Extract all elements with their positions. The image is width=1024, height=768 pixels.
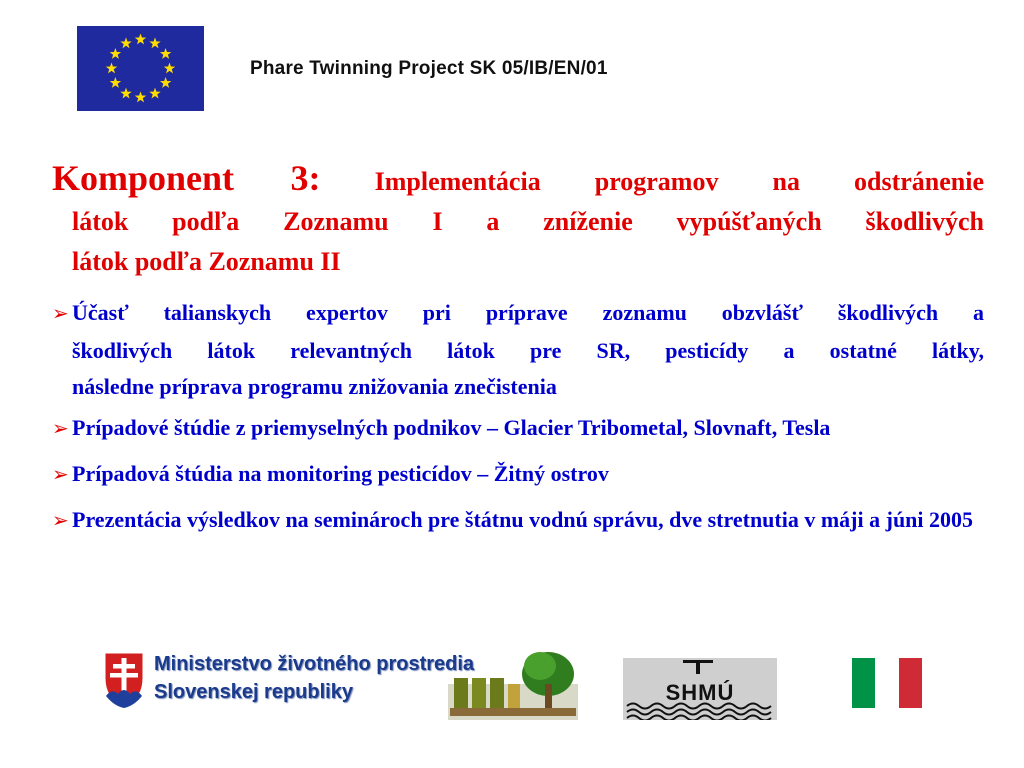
eu-star-icon <box>135 92 146 103</box>
italy-flag-white <box>875 658 898 708</box>
eu-star-icon <box>110 77 121 88</box>
italy-flag-green <box>852 658 875 708</box>
bullet-list <box>52 294 984 536</box>
eu-star-icon <box>149 88 160 99</box>
eu-star-icon <box>164 63 175 74</box>
arrow-bullet-icon: ➢ <box>52 508 69 532</box>
italy-flag-logo <box>852 658 922 708</box>
eu-star-icon <box>160 77 171 88</box>
eu-stars-icon <box>77 26 204 111</box>
ministry-logo <box>100 644 578 720</box>
arrow-bullet-icon: ➢ <box>52 462 69 486</box>
bullet-4-text: Prezentácia výsledkov na seminároch pre štátnu vodnú správu, dve stretnutia v máji a júni 2005 <box>72 507 974 532</box>
shmu-label: SHMÚ <box>665 680 735 705</box>
arrow-bullet-icon: ➢ <box>52 416 69 440</box>
project-title: Phare Twinning Project SK 05/IB/EN/01 <box>250 58 608 79</box>
bullet-item <box>52 412 984 444</box>
heading-line-1 <box>52 158 984 202</box>
bullet-2-text: Prípadové štúdie z priemyselných podnikov – Glacier Tribometal, Slovnaft, Tesla <box>72 415 831 440</box>
eu-star-icon <box>120 88 131 99</box>
ministry-name <box>154 650 474 706</box>
bullet-item <box>52 504 984 536</box>
heading-line-3: látok podľa Zoznamu II <box>72 247 341 276</box>
bullet-3-text: Prípadová štúdia na monitoring pesticídov – Žitný ostrov <box>72 461 609 486</box>
bullet-1-line-2: škodlivých látok relevantných látok pre SR, pesticídy a ostatné látky, <box>72 338 984 363</box>
factory-tree-illustration <box>448 644 578 720</box>
eu-star-icon <box>135 34 146 45</box>
shmu-logo <box>623 658 777 720</box>
eu-star-icon <box>120 37 131 48</box>
bullet-1-line-3: následne príprava programu znižovania znečistenia <box>72 374 557 399</box>
heading-line-1-text: Implementácia programov na odstránenie <box>374 167 984 196</box>
bullet-1-line-1: Účasť talianskych expertov pri príprave zoznamu obzvlášť škodlivých a <box>72 300 984 325</box>
eu-star-icon <box>110 48 121 59</box>
eu-star-icon <box>160 48 171 59</box>
ministry-line-2: Slovenskej republiky <box>154 681 353 703</box>
arrow-bullet-icon: ➢ <box>52 301 69 325</box>
eu-star-icon <box>106 63 117 74</box>
eu-star-icon <box>149 37 160 48</box>
component-heading <box>52 158 984 282</box>
slovak-coat-of-arms-icon <box>100 648 148 710</box>
bullet-item <box>52 458 984 490</box>
eu-flag-logo <box>77 26 204 111</box>
bullet-item <box>52 294 984 404</box>
ministry-line-1: Ministerstvo životného prostredia <box>154 653 475 675</box>
heading-line-2: látok podľa Zoznamu I a zníženie vypúšťaných škodlivých <box>72 207 984 236</box>
italy-flag-red <box>899 658 922 708</box>
component-label: Komponent 3: <box>52 158 321 198</box>
